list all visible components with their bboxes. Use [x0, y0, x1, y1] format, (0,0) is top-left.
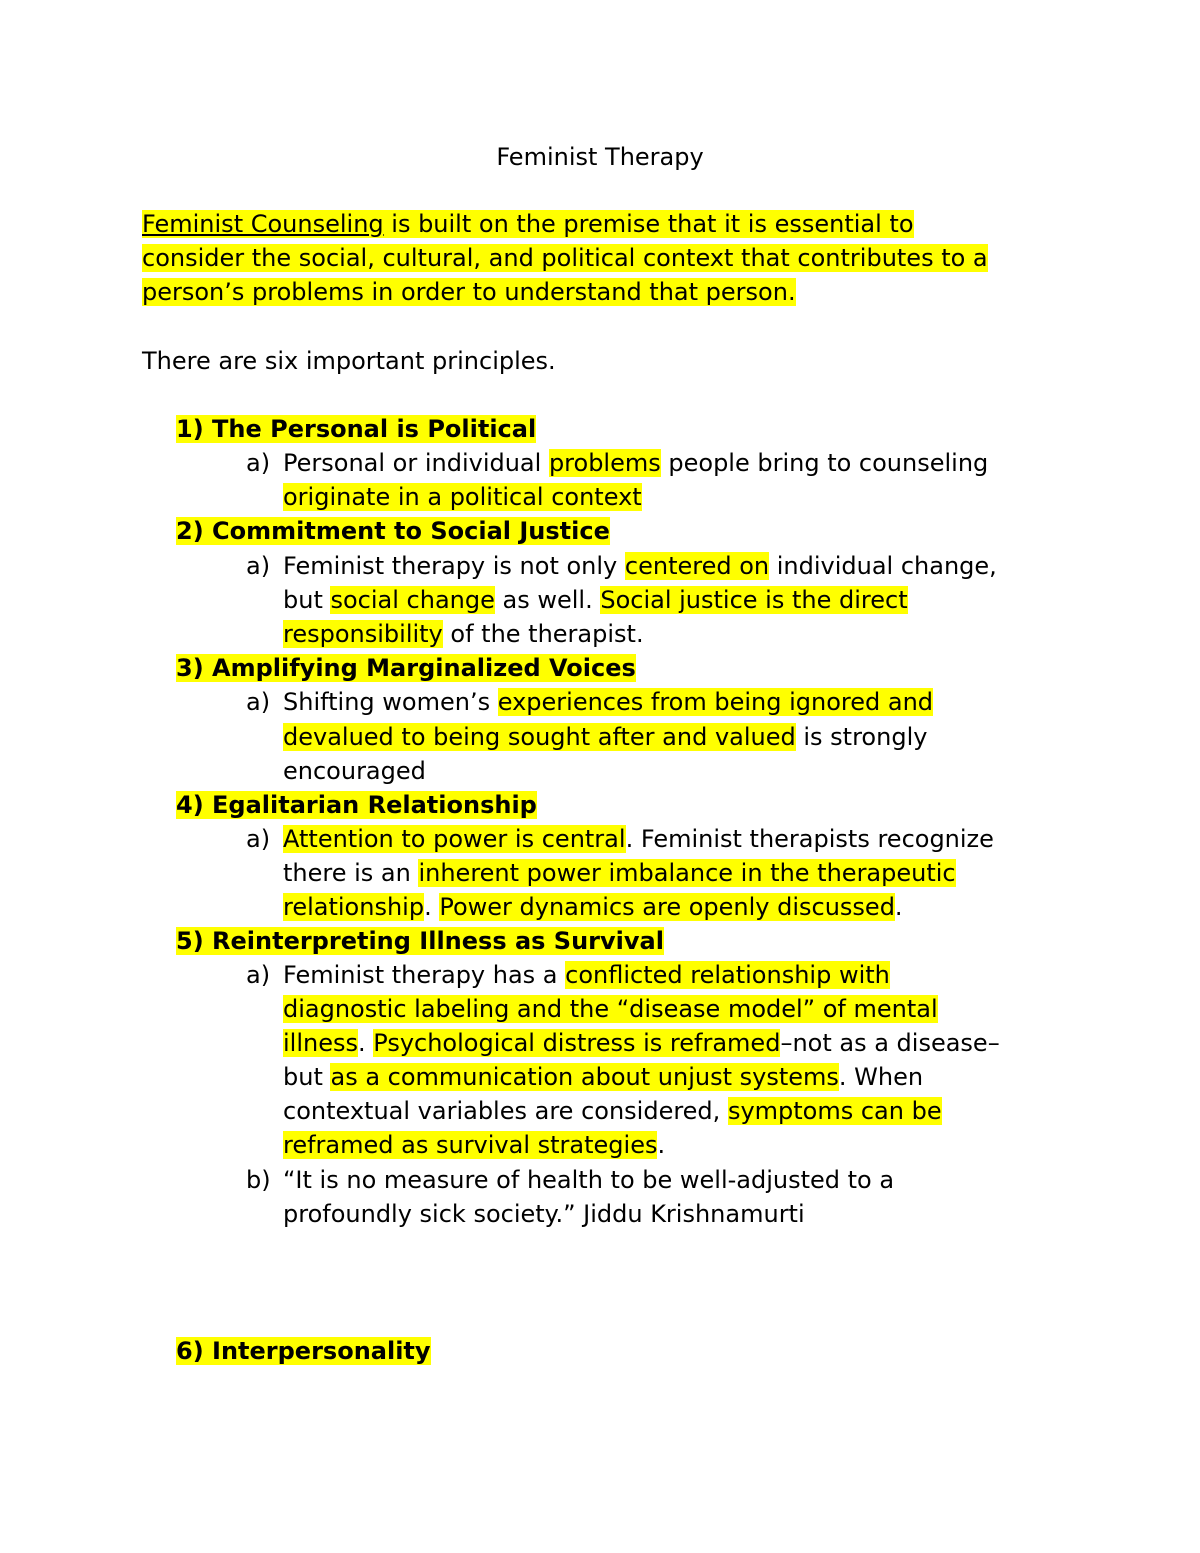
principle-5-text-line: contextual variables are considered, symptoms can be: [283, 1097, 942, 1125]
heading-text: 6) Interpersonality: [176, 1337, 431, 1365]
intro-line-3: [142, 275, 796, 309]
principle-3-text-line: Shifting women’s experiences from being ignored and: [283, 688, 934, 716]
principle-4-text-line: relationship. Power dynamics are openly discussed.: [283, 893, 903, 921]
principle-5-text-line: illness. Psychological distress is reframed–not as a disease–: [283, 1029, 1000, 1057]
intro-line-1: [142, 207, 914, 241]
heading-text: 1) The Personal is Political: [176, 415, 537, 443]
page-title: Feminist Therapy: [496, 143, 704, 171]
heading-text: 3) Amplifying Marginalized Voices: [176, 654, 636, 682]
principle-1-heading: [176, 412, 536, 446]
quote-line: “It is no measure of health to be well-adjusted to a: [283, 1166, 895, 1194]
principle-4-text-line: there is an inherent power imbalance in the therapeutic: [283, 859, 956, 887]
principle-1-text-line: originate in a political context: [283, 483, 642, 511]
list-marker: a): [246, 961, 271, 989]
principle-4-text-line: Attention to power is central. Feminist therapists recognize: [283, 825, 994, 853]
list-marker: b): [246, 1166, 271, 1194]
list-marker: a): [246, 449, 271, 477]
principle-5-text-line: but as a communication about unjust systems. When: [283, 1063, 924, 1091]
list-marker: a): [246, 825, 271, 853]
principle-4-heading: [176, 788, 537, 822]
principle-3-heading: [176, 651, 636, 685]
quote-line: profoundly sick society.” Jiddu Krishnamurti: [283, 1200, 805, 1228]
intro-text: person’s problems in order to understand that person.: [142, 278, 796, 306]
principle-2-heading: [176, 514, 610, 548]
principles-intro: There are six important principles.: [142, 347, 556, 375]
list-marker: a): [246, 688, 271, 716]
intro-line-2: [142, 241, 988, 275]
intro-text: is built on the premise that it is essential to: [383, 210, 914, 238]
principle-2-text-line: Feminist therapy is not only centered on individual change,: [283, 552, 997, 580]
heading-text: 5) Reinterpreting Illness as Survival: [176, 927, 664, 955]
heading-text: 4) Egalitarian Relationship: [176, 791, 537, 819]
principle-5-text-line: reframed as survival strategies.: [283, 1131, 666, 1159]
principle-6-heading: [176, 1334, 431, 1368]
principle-2-text-line: but social change as well. Social justice is the direct: [283, 586, 908, 614]
principle-3-text-line: encouraged: [283, 757, 426, 785]
heading-text: 2) Commitment to Social Justice: [176, 517, 610, 545]
principle-3-text-line: devalued to being sought after and valued is strongly: [283, 723, 928, 751]
intro-lead-term: Feminist Counseling: [142, 210, 384, 238]
intro-text: consider the social, cultural, and political context that contributes to a: [142, 244, 988, 272]
principle-5-heading: [176, 924, 664, 958]
principle-2-text-line: responsibility of the therapist.: [283, 620, 644, 648]
principle-5-text-line: Feminist therapy has a conflicted relationship with: [283, 961, 890, 989]
principle-1-text-line: Personal or individual problems people bring to counseling: [283, 449, 989, 477]
list-marker: a): [246, 552, 271, 580]
principle-5-text-line: diagnostic labeling and the “disease model” of mental: [283, 995, 938, 1023]
